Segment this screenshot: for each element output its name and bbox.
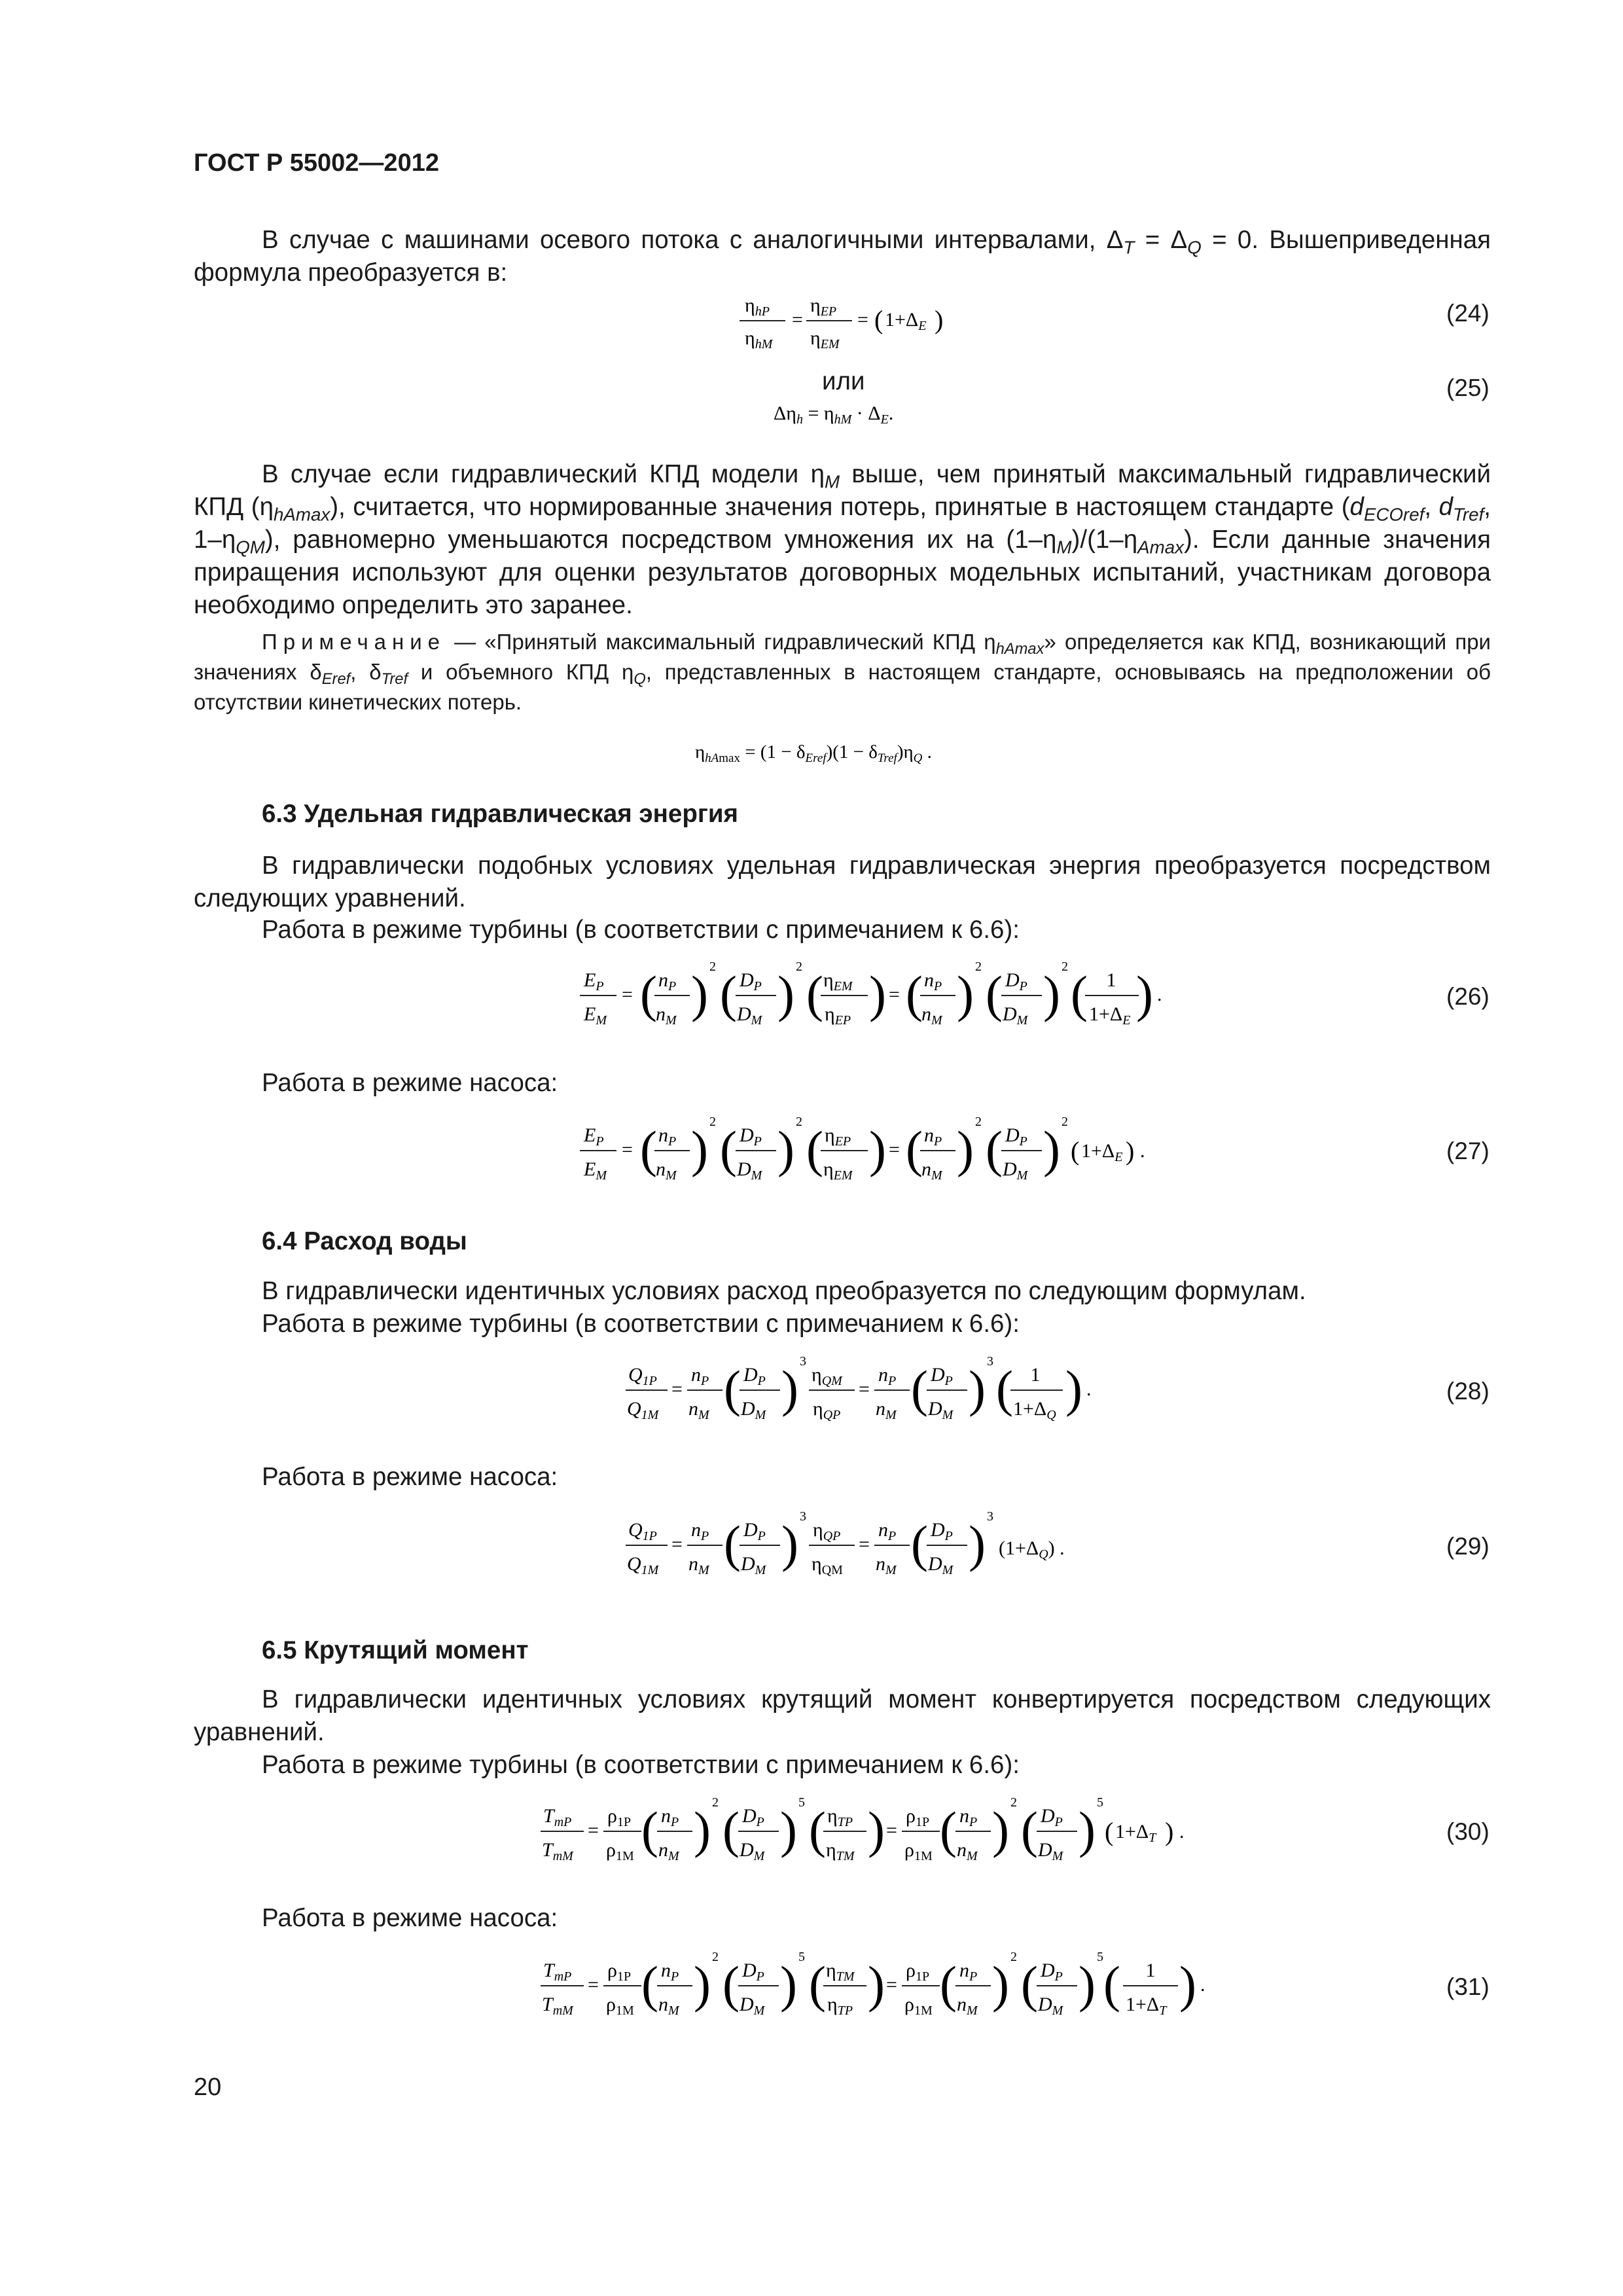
equation-26-tail: [1136, 952, 1175, 1044]
svg-text:EP: $E_P$: [584, 969, 604, 994]
or-text: или: [822, 367, 865, 395]
equation-number-25: (25): [1446, 374, 1489, 401]
svg-text:(: (: [1071, 1136, 1080, 1166]
section-6-3-pump-label: Работа в режиме насоса:: [262, 1069, 558, 1097]
svg-text:): ): [1136, 965, 1153, 1022]
hydraulic-efficiency-paragraph: В случае если гидравлический КПД модели $\eta_M$ выше, чем принятый максимальный гидравлический КПД $(\eta_{hAmax})$, считается, что нормированные значения потерь, принятые в настоящем стандарте ($d_{ECOref}$, $d_{Tref}$, $1-\eta_{QM}$), равномерно уменьшаются посредством умножения их на $(1-\eta_M)/(1-\eta_{Amax})$. Если данные значения приращения используют для оценки результатов договорных модельных испытаний, участникам договора необходимо определить это заранее.: [194, 460, 1491, 619]
svg-text:DP: $D_P$: [743, 1364, 766, 1388]
svg-text:ρ1P: $\rho_{1P}$: [607, 1805, 632, 1829]
svg-text:DM: $D_M$: [1038, 1839, 1063, 1863]
svg-text:Q1P: $Q_{1P}$: [628, 1364, 657, 1388]
svg-text:ηEP: $\eta_{EP}$: [825, 1124, 851, 1149]
section-6-5-title: 6.5 Крутящий момент: [262, 1636, 529, 1664]
equation-26: [576, 952, 1131, 1044]
svg-text:2: 2: [709, 1115, 716, 1129]
svg-text:TmM: $T_{mM}$: [542, 1839, 573, 1863]
equation-number-28: (28): [1446, 1378, 1489, 1405]
svg-text:2: 2: [1061, 960, 1068, 974]
svg-text:nP: $n_P$: [658, 969, 677, 994]
svg-text:(: (: [720, 965, 737, 1022]
svg-text:nM: $n_M$: [658, 1839, 679, 1863]
svg-text:(: (: [911, 1515, 928, 1572]
svg-text:DP: $D_P$: [931, 1519, 953, 1543]
svg-text:): ): [694, 1956, 711, 2013]
svg-text:): ): [1179, 1956, 1196, 2013]
svg-text:(: (: [874, 305, 883, 334]
svg-text:): ): [869, 965, 886, 1022]
svg-text:=: =: [859, 1534, 870, 1555]
section-6-4-title: 6.4 Расход воды: [262, 1227, 467, 1255]
svg-text:2: 2: [1010, 1795, 1017, 1810]
svg-text:(: (: [940, 1956, 957, 2013]
svg-text:(: (: [1103, 1956, 1120, 2013]
equation-25: [772, 396, 942, 429]
equation-number-27: (27): [1446, 1138, 1489, 1164]
svg-text:2: 2: [1010, 1950, 1017, 1964]
svg-text:EP: $E_P$: [584, 1124, 604, 1149]
svg-text:ρ1M: $\rho_{1M}$: [904, 1994, 933, 2018]
svg-text:nM: $n_M$: [688, 1553, 709, 1577]
svg-text:DM: $D_M$: [1003, 1003, 1028, 1028]
svg-text:nM: $n_M$: [876, 1398, 897, 1422]
svg-text:5: 5: [798, 1795, 805, 1810]
svg-text:(: (: [906, 965, 923, 1022]
svg-text:): ): [781, 1515, 798, 1572]
svg-text:(: (: [640, 1121, 657, 1177]
equation-27-tail: [1126, 1107, 1165, 1199]
svg-text:TmM: $T_{mM}$: [542, 1994, 573, 2018]
svg-text:(: (: [641, 1801, 658, 1858]
svg-text:=: =: [889, 984, 900, 1005]
equation-number-30: (30): [1446, 1818, 1489, 1845]
svg-text:nM: $n_M$: [957, 1994, 978, 2018]
svg-text:DM: $D_M$: [740, 1839, 765, 1863]
equation-28: [622, 1347, 1080, 1439]
svg-text:DM: $D_M$: [1038, 1994, 1063, 2018]
equation-31: [537, 1943, 1165, 2034]
svg-text:(: (: [911, 1360, 928, 1417]
svg-text:): ): [935, 305, 944, 334]
svg-text:DM: $D_M$: [741, 1398, 766, 1422]
svg-text:=: =: [889, 1139, 900, 1160]
svg-text:1+ΔT: $1+\Delta_T$: [1126, 1994, 1167, 2018]
svg-text:ηEM: $\eta_{EM}$: [823, 969, 853, 994]
svg-text:1+ΔE: $1+\Delta_E$: [1089, 1003, 1131, 1028]
svg-text:ηQM: $\eta_{QM}$: [812, 1553, 843, 1577]
svg-text:DP: $D_P$: [931, 1364, 953, 1388]
svg-text:ρ1P: $\rho_{1P}$: [607, 1960, 632, 1984]
svg-text:nM: $n_M$: [921, 1158, 942, 1183]
svg-text:=: =: [671, 1534, 683, 1555]
svg-text:1+ΔE: $1+\Delta_E$: [885, 309, 927, 333]
svg-text:.: .: [1140, 1140, 1145, 1162]
svg-text:2: 2: [796, 1115, 802, 1129]
equation-30: [537, 1788, 1165, 1880]
svg-text:DM: $D_M$: [737, 1158, 762, 1183]
svg-text:=: =: [671, 1378, 683, 1400]
svg-text:nM: $n_M$: [876, 1553, 897, 1577]
doc-header: ГОСТ Р 55002—2012: [194, 149, 439, 177]
svg-text:ηTP: $\eta_{TP}$: [827, 1805, 853, 1829]
svg-text:(: (: [806, 965, 823, 1022]
svg-text:1: 1: [1030, 1364, 1041, 1386]
svg-text:DP: $D_P$: [740, 1124, 762, 1149]
svg-text:ρ1P: $\rho_{1P}$: [906, 1805, 930, 1829]
svg-text:ηEM: $\eta_{EM}$: [823, 1158, 853, 1183]
svg-text:): ): [780, 1801, 797, 1858]
svg-text:(: (: [720, 1121, 737, 1177]
svg-text:DM: $D_M$: [1003, 1158, 1028, 1183]
svg-text:nP: $n_P$: [959, 1960, 978, 1984]
svg-text:): ): [957, 965, 974, 1022]
svg-text:(: (: [640, 965, 657, 1022]
svg-text:DP: $D_P$: [742, 1960, 764, 1984]
svg-text:(: (: [996, 1360, 1013, 1417]
svg-text:.: .: [1179, 1821, 1185, 1842]
svg-text:ηQP: $\eta_{QP}$: [813, 1519, 841, 1543]
svg-text:): ): [691, 965, 708, 1022]
page-number: 20: [194, 2073, 222, 2101]
svg-text:=: =: [857, 309, 868, 331]
svg-text:): ): [992, 1956, 1009, 2013]
svg-text:nP: $n_P$: [878, 1364, 897, 1388]
svg-text:(: (: [722, 1801, 740, 1858]
svg-text:nP: $n_P$: [959, 1805, 978, 1829]
svg-text:2: 2: [712, 1795, 719, 1810]
svg-text:): ): [868, 1956, 885, 2013]
svg-text:=: =: [622, 1139, 633, 1160]
svg-text:=: =: [792, 309, 803, 331]
svg-text:DP: $D_P$: [743, 1519, 766, 1543]
svg-text:=: =: [886, 1974, 897, 1996]
svg-text:ρ1M: $\rho_{1M}$: [606, 1994, 634, 2018]
section-6-4-turbine-label: Работа в режиме турбины (в соответствии с примечанием к 6.6):: [262, 1310, 1020, 1338]
svg-text:): ): [781, 1360, 798, 1417]
equation-number-31: (31): [1446, 1973, 1489, 2000]
svg-text:2: 2: [975, 1115, 982, 1129]
svg-text:ρ1M: $\rho_{1M}$: [606, 1839, 634, 1863]
svg-text:ηEP: $\eta_{EP}$: [825, 1003, 851, 1028]
svg-text:ρ1M: $\rho_{1M}$: [904, 1839, 933, 1863]
svg-text:DM: $D_M$: [741, 1553, 766, 1577]
svg-text:EM: $E_M$: [584, 1158, 607, 1183]
svg-text:): ): [869, 1121, 886, 1177]
svg-text:nP: $n_P$: [658, 1124, 677, 1149]
svg-text:5: 5: [798, 1950, 805, 1964]
section-6-4-pump-label: Работа в режиме насоса:: [262, 1463, 558, 1491]
svg-text:2: 2: [712, 1950, 719, 1964]
svg-text:2: 2: [975, 960, 982, 974]
svg-text:5: 5: [1097, 1795, 1103, 1810]
svg-text:nP: $n_P$: [878, 1519, 897, 1543]
svg-text:DM: $D_M$: [737, 1003, 762, 1028]
section-6-3-text: В гидравлически подобных условиях удельная гидравлическая энергия преобразуется посредством следующих уравнений.: [194, 852, 1491, 912]
equation-30-tail: [1165, 1788, 1204, 1880]
svg-text:nP: $n_P$: [924, 969, 942, 994]
section-6-5-pump-label: Работа в режиме насоса:: [262, 1904, 558, 1932]
svg-text:nM: $n_M$: [656, 1003, 677, 1028]
svg-text:(: (: [906, 1121, 923, 1177]
svg-text:nM: $n_M$: [921, 1003, 942, 1028]
equation-number-26: (26): [1446, 983, 1489, 1010]
svg-text:.: .: [1200, 1974, 1205, 1996]
svg-text:): ): [780, 1956, 797, 2013]
svg-text:3: 3: [987, 1509, 993, 1524]
svg-text:): ): [969, 1360, 986, 1417]
svg-text:): ): [1165, 1817, 1174, 1846]
svg-text:(: (: [1021, 1801, 1038, 1858]
svg-text:ηEM: $\eta_{EM}$: [810, 327, 840, 351]
svg-text:ηTP: $\eta_{TP}$: [827, 1994, 853, 2018]
svg-text:): ): [777, 1121, 794, 1177]
svg-text:2: 2: [796, 960, 802, 974]
svg-text:(: (: [1071, 965, 1088, 1022]
svg-text:nM: $n_M$: [688, 1398, 709, 1422]
svg-text:): ): [1079, 1956, 1096, 2013]
svg-text:nP: $n_P$: [661, 1805, 679, 1829]
svg-text:Q1M: $Q_{1M}$: [627, 1553, 659, 1577]
svg-text:DP: $D_P$: [1041, 1960, 1063, 1984]
svg-text:DM: $D_M$: [740, 1994, 765, 2018]
svg-text:1+ΔE: $1+\Delta_E$: [1081, 1140, 1123, 1164]
svg-text:.: .: [1086, 1378, 1092, 1400]
svg-text:TmP: $T_{mP}$: [543, 1805, 572, 1829]
svg-text:nM: $n_M$: [957, 1839, 978, 1863]
svg-text:=: =: [886, 1820, 897, 1841]
svg-text:DP: $D_P$: [1005, 969, 1027, 994]
svg-text:(: (: [809, 1801, 826, 1858]
svg-text:1: 1: [1145, 1960, 1156, 1981]
svg-text:Δηh = ηhM · ΔE.: $\Delta\eta_h = \eta_{hM} \cdot \Delta_E$.: [774, 403, 894, 427]
svg-text:): ): [1079, 1801, 1096, 1858]
svg-text:): ): [1043, 965, 1060, 1022]
svg-text:nP: $n_P$: [691, 1519, 709, 1543]
svg-text:=: =: [588, 1820, 599, 1841]
svg-text:DP: $D_P$: [742, 1805, 764, 1829]
svg-text:3: 3: [987, 1354, 993, 1369]
svg-text:(: (: [1021, 1956, 1038, 2013]
svg-text:(1+ΔQ) .: $(1+\Delta_Q)$ .: [999, 1537, 1065, 1562]
svg-text:(: (: [1105, 1817, 1114, 1846]
section-6-4-text: В гидравлически идентичных условиях расход преобразуется по следующим формулам.: [262, 1277, 1306, 1305]
svg-text:(: (: [940, 1801, 957, 1858]
svg-text:TmP: $T_{mP}$: [543, 1960, 572, 1984]
svg-text:): ): [694, 1801, 711, 1858]
equation-number-24: (24): [1446, 300, 1489, 327]
svg-text:): ): [957, 1121, 974, 1177]
section-6-5-turbine-label: Работа в режиме турбины (в соответствии с примечанием к 6.6):: [262, 1751, 1020, 1779]
svg-text:DP: $D_P$: [1005, 1124, 1027, 1149]
svg-text:(: (: [641, 1956, 658, 2013]
svg-text:1+ΔT: $1+\Delta_T$: [1115, 1821, 1156, 1845]
section-6-5-text: В гидравлически идентичных условиях крутящий момент конвертируется посредством следующих уравнений.: [194, 1685, 1491, 1746]
svg-text:nM: $n_M$: [656, 1158, 677, 1183]
svg-text:): ): [1126, 1136, 1135, 1166]
svg-text:5: 5: [1097, 1950, 1103, 1964]
svg-text:): ): [969, 1515, 986, 1572]
svg-text:): ): [992, 1801, 1009, 1858]
svg-text:DM: $D_M$: [928, 1553, 954, 1577]
svg-text:ηQP: $\eta_{QP}$: [813, 1398, 841, 1422]
svg-text:2: 2: [709, 960, 716, 974]
svg-text:(: (: [809, 1956, 826, 2013]
svg-text:ηhM: $\eta_{hM}$: [745, 327, 773, 351]
svg-text:): ): [1043, 1121, 1060, 1177]
svg-text:nP: $n_P$: [661, 1960, 679, 1984]
svg-text:=: =: [622, 984, 633, 1005]
equation-28-tail: [1065, 1347, 1105, 1439]
svg-text:ηTM: $\eta_{TM}$: [826, 1960, 855, 1984]
svg-text:1: 1: [1106, 969, 1116, 991]
intro-paragraph: В случае с машинами осевого потока с аналогичными интервалами, $\Delta_T = \Delta_Q = 0$. Вышеприведенная формула преобразуется в:: [194, 226, 1491, 287]
svg-text:Q1P: $Q_{1P}$: [628, 1519, 657, 1543]
svg-text:(: (: [722, 1956, 740, 2013]
svg-text:2: 2: [1061, 1115, 1068, 1129]
svg-text:ηhAmax = (1 − δEref)(1 − δTref: $\eta_{hA}\max = (1 - \delta_{Eref})(1 - \delta_{Tref})\eta_Q$ .: [695, 742, 932, 765]
section-6-3-turbine-label: Работа в режиме турбины (в соответствии с примечанием к 6.6):: [262, 916, 1020, 944]
svg-text:DM: $D_M$: [928, 1398, 954, 1422]
svg-text:ηQM: $\eta_{QM}$: [812, 1364, 842, 1388]
svg-text:ρ1P: $\rho_{1P}$: [906, 1960, 930, 1984]
note-label: Примечание: [262, 630, 446, 654]
svg-text:(: (: [724, 1360, 741, 1417]
equation-31-tail: [1116, 1943, 1221, 2034]
svg-text:3: 3: [800, 1354, 806, 1369]
svg-text:ηEP: $\eta_{EP}$: [810, 295, 837, 319]
svg-text:): ): [777, 965, 794, 1022]
svg-text:=: =: [588, 1974, 599, 1996]
svg-text:(: (: [724, 1515, 741, 1572]
equation-hamax: [694, 732, 1008, 771]
svg-text:nP: $n_P$: [691, 1364, 709, 1388]
equation-29: [622, 1502, 1080, 1594]
svg-text:=: =: [859, 1378, 870, 1400]
svg-text:ηhP: $\eta_{hP}$: [745, 295, 770, 319]
svg-text:Q1M: $Q_{1M}$: [627, 1398, 659, 1422]
note-paragraph: Примечание — «Принятый максимальный гидравлический КПД $\eta_{hAmax}$» определяется как КПД, возникающий при значениях $\delta_{Eref}$, $\delta_{Tref}$ и объемного КПД $\eta_Q$, представленных в настоящем стандарте, основываясь на предположении об отсутствии кинетических потерь.: [194, 630, 1491, 714]
svg-text:.: .: [1157, 984, 1162, 1005]
equation-27: [576, 1107, 1126, 1199]
svg-text:): ): [1065, 1360, 1082, 1417]
svg-text:): ): [691, 1121, 708, 1177]
equation-24: [733, 288, 949, 360]
svg-text:(: (: [986, 1121, 1003, 1177]
svg-text:(: (: [806, 1121, 823, 1177]
svg-text:DP: $D_P$: [1041, 1805, 1063, 1829]
svg-text:3: 3: [800, 1509, 806, 1524]
svg-text:DP: $D_P$: [740, 969, 762, 994]
svg-text:nP: $n_P$: [924, 1124, 942, 1149]
svg-text:ηTM: $\eta_{TM}$: [826, 1839, 855, 1863]
svg-text:EM: $E_M$: [584, 1003, 607, 1028]
svg-text:nM: $n_M$: [658, 1994, 679, 2018]
svg-text:1+ΔQ: $1+\Delta_Q$: [1013, 1398, 1056, 1422]
svg-text:(: (: [986, 965, 1003, 1022]
svg-text:): ): [868, 1801, 885, 1858]
equation-number-29: (29): [1446, 1533, 1489, 1560]
section-6-3-title: 6.3 Удельная гидравлическая энергия: [262, 800, 739, 828]
